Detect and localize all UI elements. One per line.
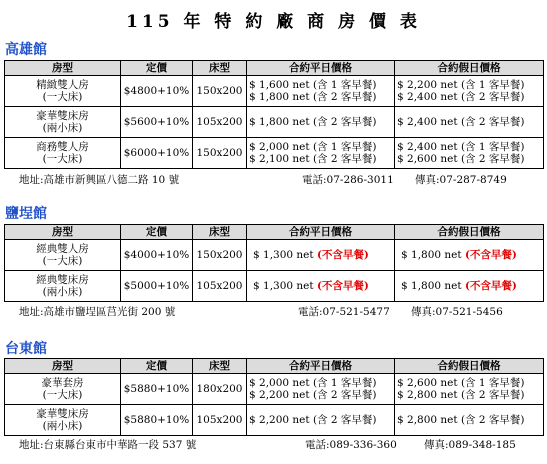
table-header-row: [5, 359, 544, 374]
room-type-cell: 精緻雙人房 (一大床): [5, 76, 121, 107]
bed-size-cell: 105x200: [193, 107, 247, 138]
weekend-price-cell: $ 1,800 net (不含早餐): [395, 240, 544, 271]
header-list-price: 定價: [121, 359, 193, 374]
fax-text: 傳真:07-287-8749: [415, 174, 507, 186]
weekend-price-cell: $ 2,400 net (含 1 客早餐) $ 2,600 net (含 2 客早餐): [395, 138, 544, 169]
weekday-price-cell: $ 1,300 net (不含早餐): [247, 240, 395, 271]
list-price-cell: $4800+10%: [121, 76, 193, 107]
room-type-cell: 經典雙人房 (一大床): [5, 240, 121, 271]
weekday-price-cell: $ 1,800 net (含 2 客早餐): [247, 107, 395, 138]
table-row: [5, 374, 544, 405]
header-room-type: 房型: [5, 359, 121, 374]
header-list-price: 定價: [121, 225, 193, 240]
table-row: [5, 405, 544, 436]
table-header-row: [5, 225, 544, 240]
header-bed-type: 床型: [193, 359, 247, 374]
no-breakfast-note: (不含早餐): [316, 280, 369, 292]
list-price-cell: $5880+10%: [121, 405, 193, 436]
weekend-price-cell: $ 2,800 net (含 2 客早餐): [395, 405, 544, 436]
list-price-cell: $4000+10%: [121, 240, 193, 271]
room-type-cell: 豪華雙床房 (兩小床): [5, 405, 121, 436]
table-row: [5, 271, 544, 302]
header-list-price: 定價: [121, 61, 193, 76]
header-weekday-price: 合約平日價格: [247, 61, 395, 76]
no-breakfast-note: (不含早餐): [464, 280, 517, 292]
bed-size-cell: 105x200: [193, 271, 247, 302]
header-weekend-price: 合約假日價格: [395, 359, 544, 374]
address-line-yancheng: [19, 304, 503, 319]
header-weekend-price: 合約假日價格: [395, 61, 544, 76]
price-table-taitung: [4, 358, 544, 436]
weekend-price-cell: $ 2,200 net (含 1 客早餐) $ 2,400 net (含 2 客早餐): [395, 76, 544, 107]
header-weekday-price: 合約平日價格: [247, 225, 395, 240]
bed-size-cell: 150x200: [193, 76, 247, 107]
weekend-price-cell: $ 1,800 net (不含早餐): [395, 271, 544, 302]
weekday-price-cell: $ 2,200 net (含 2 客早餐): [247, 405, 395, 436]
table-row: [5, 76, 544, 107]
bed-size-cell: 150x200: [193, 240, 247, 271]
address-text: 地址:台東縣台東市中華路一段 537 號: [19, 439, 197, 451]
fax-text: 傳真:089-348-185: [424, 439, 516, 451]
list-price-cell: $5000+10%: [121, 271, 193, 302]
header-weekday-price: 合約平日價格: [247, 359, 395, 374]
header-bed-type: 床型: [193, 225, 247, 240]
room-type-cell: 豪華雙床房 (兩小床): [5, 107, 121, 138]
room-type-cell: 豪華套房 (一大床): [5, 374, 121, 405]
bed-size-cell: 180x200: [193, 374, 247, 405]
price-table-kaohsiung: [4, 60, 544, 169]
table-row: [5, 240, 544, 271]
weekday-price-cell: $ 1,600 net (含 1 客早餐) $ 1,800 net (含 2 客早餐): [247, 76, 395, 107]
section-title-yancheng: 鹽埕館: [5, 206, 47, 222]
weekday-price-cell: $ 2,000 net (含 1 客早餐) $ 2,100 net (含 2 客早餐): [247, 138, 395, 169]
section-title-kaohsiung: 高雄館: [5, 42, 47, 58]
room-type-cell: 經典雙床房 (兩小床): [5, 271, 121, 302]
weekend-price-cell: $ 2,400 net (含 2 客早餐): [395, 107, 544, 138]
table-row: [5, 138, 544, 169]
list-price-cell: $5600+10%: [121, 107, 193, 138]
weekend-price-cell: $ 2,600 net (含 1 客早餐) $ 2,800 net (含 2 客早餐): [395, 374, 544, 405]
header-weekend-price: 合約假日價格: [395, 225, 544, 240]
address-line-taitung: [19, 437, 516, 452]
weekday-price-cell: $ 2,000 net (含 1 客早餐) $ 2,200 net (含 2 客早餐): [247, 374, 395, 405]
address-text: 地址:高雄市新興區八德二路 10 號: [19, 174, 180, 186]
phone-text: 電話:07-521-5477: [298, 306, 390, 318]
address-line-kaohsiung: [19, 172, 507, 187]
list-price-cell: $5880+10%: [121, 374, 193, 405]
phone-text: 電話:07-286-3011: [302, 174, 394, 186]
list-price-cell: $6000+10%: [121, 138, 193, 169]
table-row: [5, 107, 544, 138]
section-title-taitung: 台東館: [5, 341, 47, 357]
phone-text: 電話:089-336-360: [305, 439, 397, 451]
address-text: 地址:高雄市鹽埕區莒光街 200 號: [19, 306, 176, 318]
price-table-yancheng: [4, 224, 544, 302]
page-title: 115 年 特 約 廠 商 房 價 表: [126, 12, 421, 32]
bed-size-cell: 150x200: [193, 138, 247, 169]
table-header-row: [5, 61, 544, 76]
no-breakfast-note: (不含早餐): [464, 249, 517, 261]
header-room-type: 房型: [5, 61, 121, 76]
room-type-cell: 商務雙人房 (一大床): [5, 138, 121, 169]
no-breakfast-note: (不含早餐): [316, 249, 369, 261]
weekday-price-cell: $ 1,300 net (不含早餐): [247, 271, 395, 302]
fax-text: 傳真:07-521-5456: [411, 306, 503, 318]
header-bed-type: 床型: [193, 61, 247, 76]
bed-size-cell: 105x200: [193, 405, 247, 436]
header-room-type: 房型: [5, 225, 121, 240]
